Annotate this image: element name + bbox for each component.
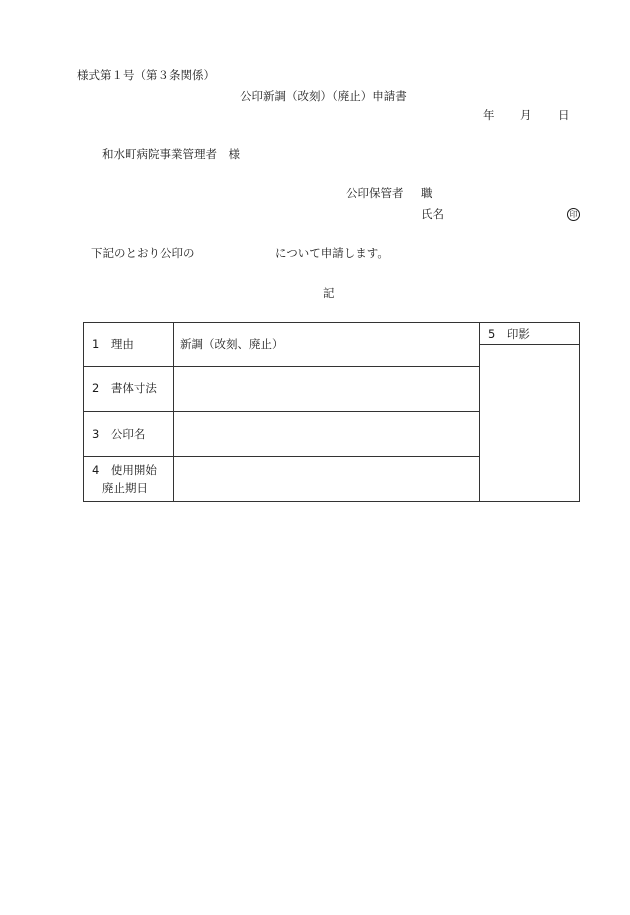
row-label-typeface-size: 2 書体寸法 bbox=[92, 381, 157, 395]
form-number: 様式第１号（第３条関係） bbox=[77, 68, 215, 82]
row-label-reason: 1 理由 bbox=[92, 337, 134, 351]
ki-heading: 記 bbox=[323, 286, 335, 300]
name-label: 氏名 bbox=[421, 207, 444, 221]
request-text-suffix: について申請します。 bbox=[275, 246, 389, 260]
date-year-label: 年 bbox=[483, 108, 495, 122]
seal-imprint-header: 5 印影 bbox=[488, 327, 530, 341]
row-value-reason: 新調（改刻、廃止） bbox=[180, 337, 284, 351]
request-text-prefix: 下記のとおり公印の bbox=[91, 246, 195, 260]
row-label-start-date: 4 使用開始 bbox=[92, 463, 157, 477]
row-divider bbox=[84, 366, 480, 367]
imprint-header-divider bbox=[480, 344, 580, 345]
position-label: 職 bbox=[421, 186, 433, 200]
row-divider bbox=[84, 411, 480, 412]
addressee: 和水町病院事業管理者 様 bbox=[102, 147, 240, 161]
application-table bbox=[83, 322, 580, 502]
row-label-seal-name: 3 公印名 bbox=[92, 427, 146, 441]
date-day-label: 日 bbox=[558, 108, 570, 122]
seal-imprint-column bbox=[479, 323, 580, 501]
row-label-abolition-date: 廃止期日 bbox=[102, 481, 148, 495]
document-title: 公印新調（改刻）（廃止）申請書 bbox=[240, 89, 407, 103]
date-month-label: 月 bbox=[520, 108, 532, 122]
seal-mark-icon: 印 bbox=[567, 208, 580, 221]
seal-holder-label: 公印保管者 bbox=[346, 186, 404, 200]
row-divider bbox=[84, 456, 480, 457]
